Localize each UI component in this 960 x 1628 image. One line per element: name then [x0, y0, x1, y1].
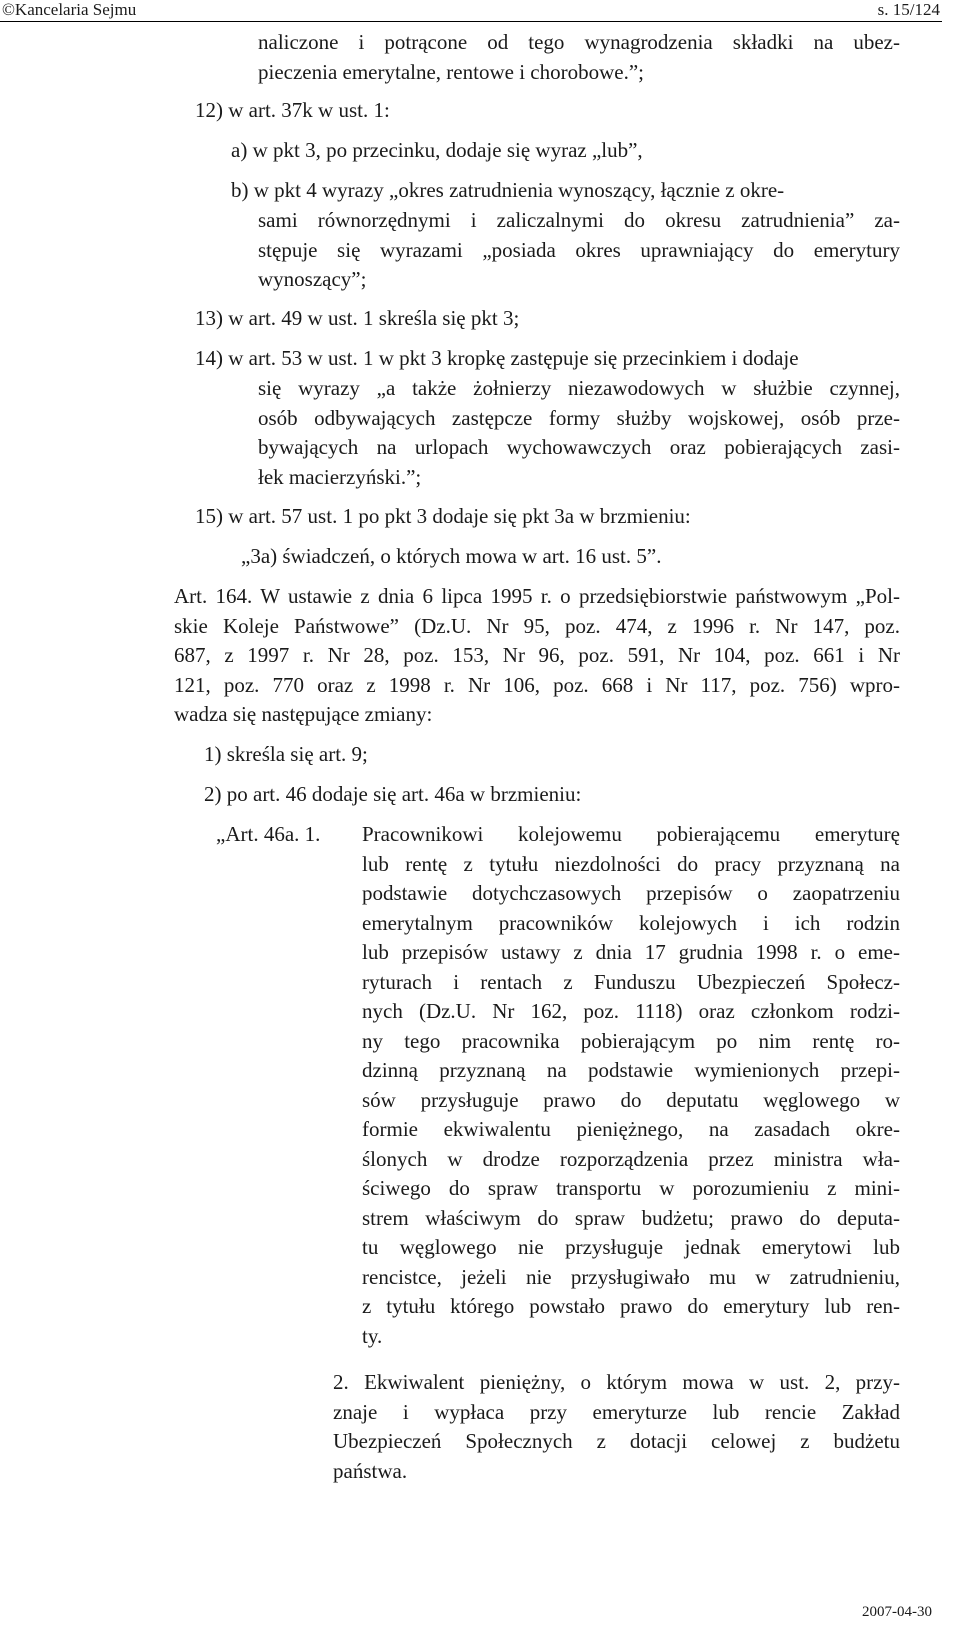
- header-rule: [0, 21, 942, 22]
- article-164-item-1: [204, 740, 368, 770]
- article-46a-heading: [216, 820, 320, 850]
- text-line: ny tego pracownika pobierającym po nim rentę ro-: [362, 1028, 900, 1053]
- text-line: wynoszący”;: [258, 267, 367, 291]
- text-line: rencistce, jeżeli nie przysługiwało mu w zatrudnieniu,: [362, 1264, 900, 1289]
- text-line: 121, poz. 770 oraz z 1998 r. Nr 106, poz. 668 i Nr 117, poz. 756) wpro-: [174, 672, 900, 697]
- header-page-number: s. 15/124: [877, 0, 940, 19]
- text-line: 13) w art. 49 w ust. 1 skreśla się pkt 3;: [195, 306, 520, 330]
- text-line: z tytułu którego powstało prawo do emerytury lub ren-: [362, 1294, 900, 1318]
- item-15-quote: [241, 542, 661, 572]
- text-line: znaje i wypłaca przy emeryturze lub rencie Zakład: [333, 1399, 900, 1424]
- text-line: 2. Ekwiwalent pieniężny, o którym mowa w ust. 2, przy-: [333, 1370, 900, 1394]
- item-15: [195, 502, 691, 532]
- item-12: [195, 96, 390, 126]
- text-line: się wyrazy „a także żołnierzy niezawodowych w służbie czynnej,: [258, 376, 900, 400]
- text-line: 12) w art. 37k w ust. 1:: [195, 98, 390, 122]
- text-line: Ubezpieczeń Społecznych z dotacji celowej z budżetu: [333, 1429, 900, 1453]
- text-line: łek macierzyński.”;: [258, 464, 422, 489]
- text-line: tu węglowego nie przysługuje jednak emerytowi lub: [362, 1235, 900, 1259]
- text-line: 14) w art. 53 w ust. 1 w pkt 3 kropkę zastępuje się przecinkiem i dodaje: [195, 346, 799, 370]
- item-12b-continuation: [258, 206, 900, 295]
- text-line: emerytalnym pracowników kolejowych i ich rodzin: [362, 910, 900, 935]
- text-line: 15) w art. 57 ust. 1 po pkt 3 dodaje się pkt 3a w brzmieniu:: [195, 504, 691, 528]
- article-46a-paragraph-1: [362, 820, 900, 1351]
- text-line: ślonych w drodze rozporządzenia przez ministra wła-: [362, 1146, 900, 1171]
- text-line: podstawie dotychczasowych przepisów o zaopatrzeniu: [362, 881, 900, 905]
- item-13: [195, 304, 519, 334]
- text-line: osób odbywających zastępcze formy służby wojskowej, osób prze-: [258, 405, 900, 430]
- item-14-continuation: [258, 374, 900, 492]
- paragraph-continuation: [258, 28, 900, 87]
- item-12b: [231, 176, 900, 206]
- item-14: [195, 344, 900, 374]
- text-line: skie Koleje Państwowe” (Dz.U. Nr 95, poz. 474, z 1996 r. Nr 147, poz.: [174, 613, 900, 638]
- text-line: stępuje się wyrazami „posiada okres uprawniający do emerytury: [258, 237, 900, 262]
- text-line: „3a) świadczeń, o których mowa w art. 16 ust. 5”.: [241, 544, 662, 568]
- text-line: Pracownikowi kolejowemu pobierającemu emeryturę: [362, 822, 900, 846]
- text-line: „Art. 46a. 1.: [216, 822, 321, 846]
- text-line: 2) po art. 46 dodaje się art. 46a w brzmieniu:: [204, 782, 582, 806]
- text-line: ściwego do spraw transportu w porozumieniu z mini-: [362, 1176, 900, 1200]
- article-164-item-2: [204, 780, 581, 810]
- text-line: dzinną przyznaną na podstawie wymienionych przepi-: [362, 1058, 900, 1082]
- text-line: sów przysługuje prawo do deputatu węglowego w: [362, 1087, 900, 1112]
- item-12a: [231, 136, 643, 166]
- text-line: lub przepisów ustawy z dnia 17 grudnia 1998 r. o eme-: [362, 940, 900, 964]
- text-line: ryturach i rentach z Funduszu Ubezpieczeń Społecz-: [362, 969, 900, 994]
- text-line: sami równorzędnymi i zaliczalnymi do okresu zatrudnienia” za-: [258, 208, 900, 232]
- text-line: a) w pkt 3, po przecinku, dodaje się wyraz „lub”,: [231, 138, 643, 162]
- text-line: nych (Dz.U. Nr 162, poz. 1118) oraz członkom rodzi-: [362, 999, 900, 1023]
- text-line: wadza się następujące zmiany:: [174, 702, 433, 726]
- text-line: państwa.: [333, 1458, 408, 1483]
- text-line: strem właściwym do spraw budżetu; prawo do deputa-: [362, 1205, 900, 1230]
- text-line: naliczone i potrącone od tego wynagrodzenia składki na ubez-: [258, 30, 900, 54]
- text-line: ty.: [362, 1323, 383, 1348]
- text-line: 1) skreśla się art. 9;: [204, 742, 368, 766]
- article-46a-paragraph-2: [333, 1368, 900, 1486]
- text-line: Art. 164. W ustawie z dnia 6 lipca 1995 r. o przedsiębiorstwie państwowym „Pol-: [174, 584, 900, 608]
- text-line: formie ekwiwalentu pieniężnego, na zasadach okre-: [362, 1117, 900, 1141]
- header-publisher: ©Kancelaria Sejmu: [2, 0, 137, 19]
- text-line: pieczenia emerytalne, rentowe i chorobowe.”;: [258, 59, 644, 84]
- text-line: lub rentę z tytułu niezdolności do pracy przyznaną na: [362, 851, 900, 876]
- text-line: bywających na urlopach wychowawczych oraz pobierających zasi-: [258, 435, 900, 459]
- text-line: 687, z 1997 r. Nr 28, poz. 153, Nr 96, poz. 591, Nr 104, poz. 661 i Nr: [174, 643, 900, 667]
- article-164: [174, 582, 900, 730]
- text-line: b) w pkt 4 wyrazy „okres zatrudnienia wynoszący, łącznie z okre-: [231, 178, 785, 202]
- footer-date: 2007-04-30: [862, 1604, 932, 1620]
